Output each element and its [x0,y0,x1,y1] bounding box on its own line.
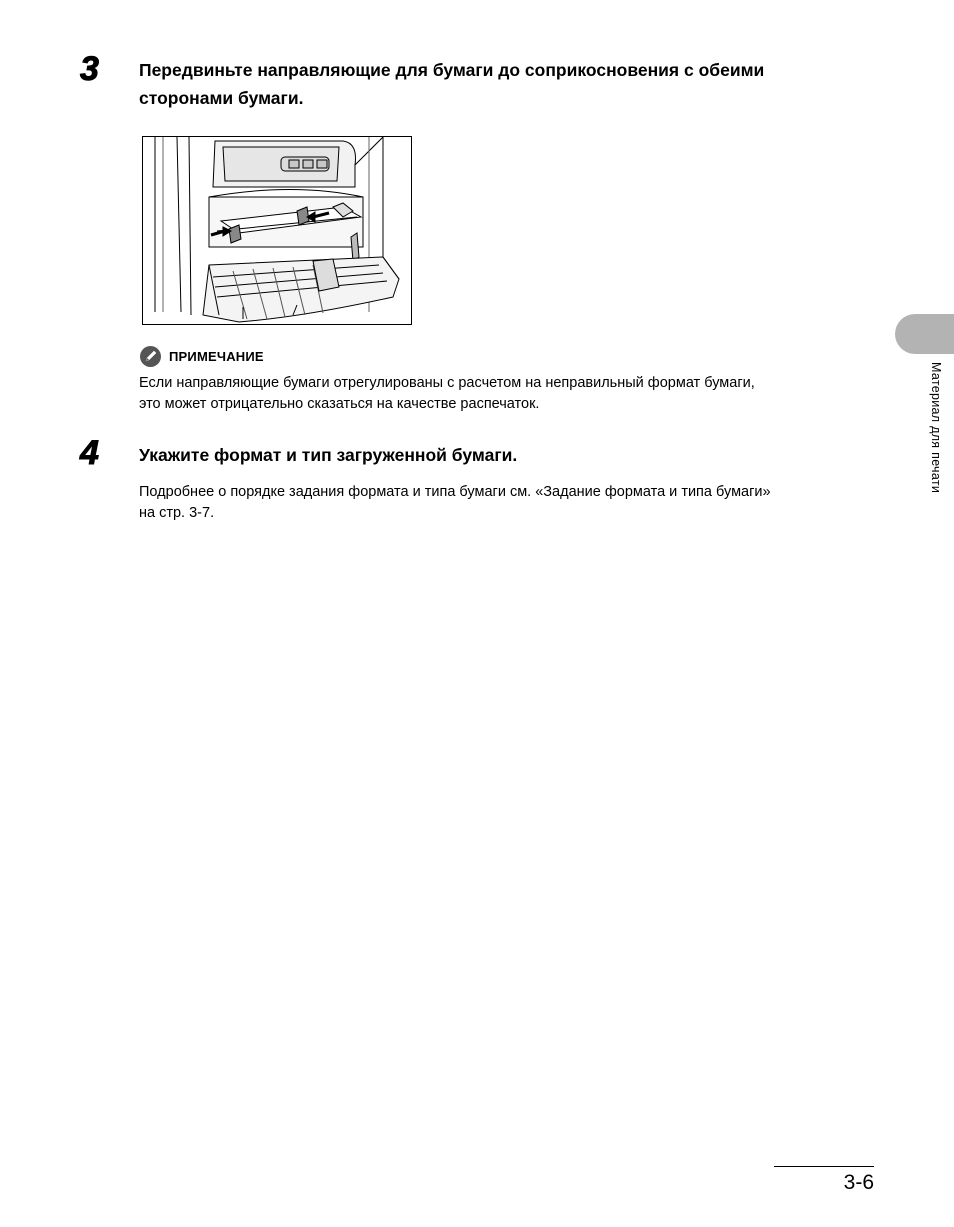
step-4-body-line2: на стр. 3-7. [139,505,215,521]
note-text-line2: это может отрицательно сказаться на качестве распечаток. [139,396,540,412]
step-3-title-line2: сторонами бумаги. [139,88,304,108]
pencil-note-icon [140,346,161,367]
chapter-side-label: Материал для печати [929,362,943,494]
note-text [139,373,874,415]
step-4-body [139,482,874,524]
note-text-line1: Если направляющие бумаги отрегулированы с расчетом на неправильный формат бумаги, [139,375,755,391]
step-4-title: Укажите формат и тип загруженной бумаги. [139,445,518,465]
step-3-title [139,56,879,112]
note-heading: ПРИМЕЧАНИЕ [169,348,264,364]
step-4-number: 4 [80,434,99,472]
printer-paper-guides-illustration [143,137,411,324]
step-4-body-line1: Подробнее о порядке задания формата и типа бумаги см. «Задание формата и типа бумаги» [139,484,771,500]
step-3-number: 3 [80,50,99,88]
note-heading-row [140,345,264,367]
page-number: 3-6 [843,1171,874,1194]
printer-illustration [142,136,412,325]
step-3-title-line1: Передвиньте направляющие для бумаги до соприкосновения с обеими [139,60,765,80]
chapter-side-tab [895,314,954,354]
footer-rule [774,1166,874,1167]
